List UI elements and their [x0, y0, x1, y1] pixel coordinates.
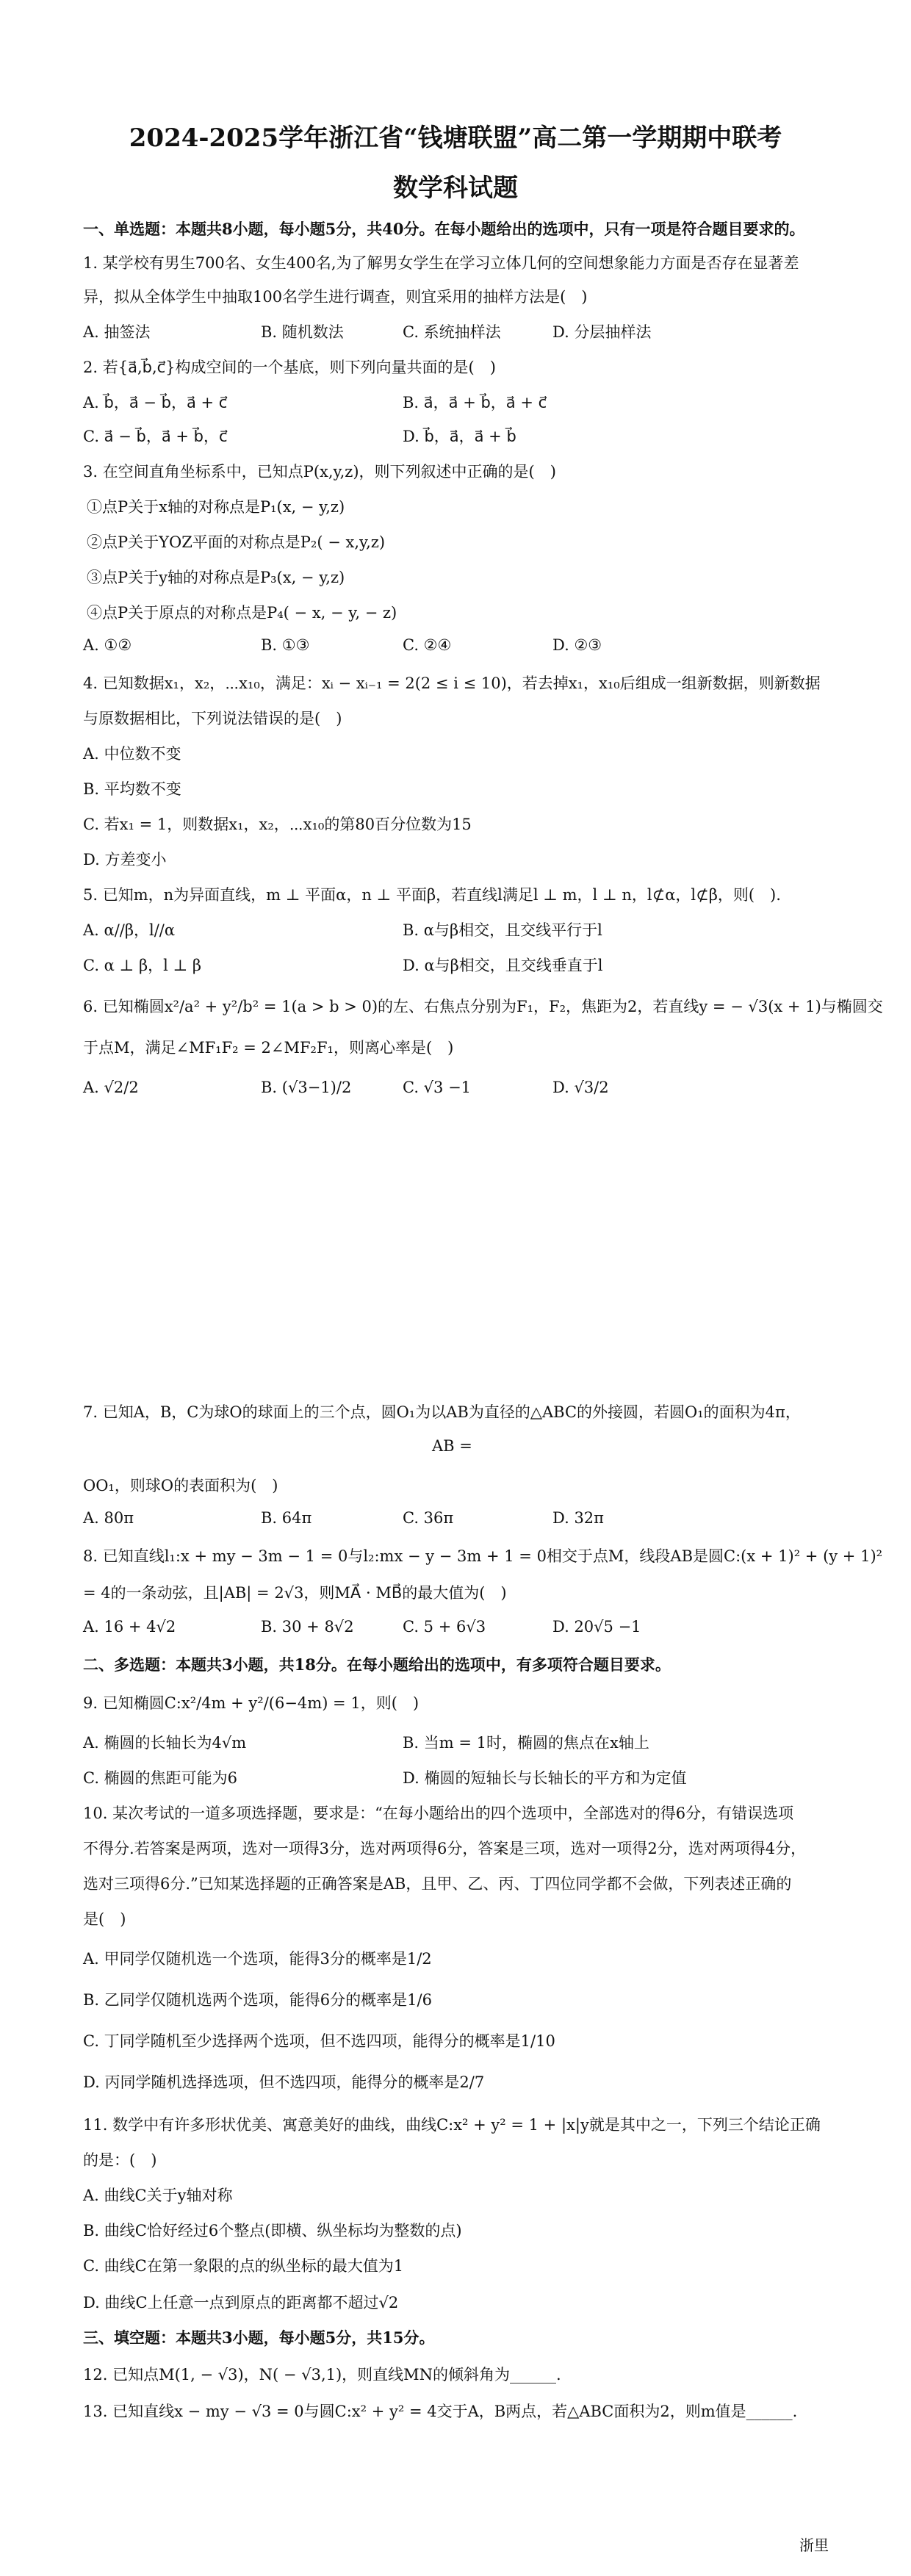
q9-option-c: C. 椭圆的焦距可能为6 [83, 1769, 238, 1787]
exam-subtitle: 数学科试题 [393, 173, 518, 203]
q4-option-a: A. 中位数不变 [83, 745, 181, 763]
q4-line-b: 与原数据相比，下列说法错误的是( ) [83, 710, 342, 727]
q1-option-b: B. 随机数法 [261, 323, 344, 341]
q12-stem: 12. 已知点M(1, − √3)，N( − √3,1)，则直线MN的倾斜角为______. [83, 2366, 561, 2383]
q7-option-d: D. 32π [552, 1509, 604, 1527]
q3-option-a: A. ①② [83, 636, 132, 654]
q5-stem: 5. 已知m，n为异面直线，m ⊥ 平面α，n ⊥ 平面β，若直线l满足l ⊥ m，l ⊥ n，l⊄α，l⊄β，则( ). [83, 886, 781, 904]
q8-option-b: B. 30 + 8√2 [261, 1618, 354, 1636]
q6-option-d: D. √3/2 [552, 1079, 609, 1096]
q13-stem: 13. 已知直线x − my − √3 = 0与圆C:x² + y² = 4交于A，B两点，若△ABC面积为2，则m值是______. [83, 2403, 798, 2420]
section-multi-choice: 二、多选题：本题共3小题，共18分。在每小题给出的选项中，有多项符合题目要求。 [83, 1655, 671, 1674]
q4-option-d: D. 方差变小 [83, 851, 167, 868]
q7-line-c: OO₁，则球O的表面积为( ) [83, 1477, 278, 1494]
q3-statement-2: ②点P关于YOZ平面的对称点是P₂( − x,y,z) [87, 533, 386, 551]
q10-option-c: C. 丁同学随机至少选择两个选项，但不选四项，能得分的概率是1/10 [83, 2032, 555, 2050]
q10-line-b: 不得分.若答案是两项，选对一项得3分，选对两项得6分，答案是三项，选对一项得2分，选对两项得4分， [83, 1840, 807, 1857]
q8-option-d: D. 20√5 −1 [552, 1618, 641, 1636]
q10-option-a: A. 甲同学仅随机选一个选项，能得3分的概率是1/2 [83, 1950, 432, 1968]
q9-option-d: D. 椭圆的短轴长与长轴长的平方和为定值 [403, 1769, 687, 1787]
q9-option-a: A. 椭圆的长轴长为4√m [83, 1734, 247, 1752]
q10-option-b: B. 乙同学仅随机选两个选项，能得6分的概率是1/6 [83, 1991, 432, 2009]
q3-statement-1: ①点P关于x轴的对称点是P₁(x, − y,z) [87, 498, 345, 516]
q6-option-b: B. (√3−1)/2 [261, 1079, 352, 1096]
q3-stem: 3. 在空间直角坐标系中，已知点P(x,y,z)，则下列叙述中正确的是( ) [83, 463, 556, 481]
q6-option-a: A. √2/2 [83, 1079, 139, 1096]
q5-option-d: D. α与β相交，且交线垂直于l [403, 957, 603, 974]
section-single-choice: 一、单选题：本题共8小题，每小题5分，共40分。在每小题给出的选项中，只有一项是符合题目要求的。 [83, 220, 805, 238]
q7-line-a: 7. 已知A，B，C为球O的球面上的三个点，圆O₁为以AB为直径的△ABC的外接圆，若圆O₁的面积为4π， [83, 1403, 801, 1421]
q11-line-b: 的是：( ) [83, 2151, 157, 2169]
exam-title: 2024-2025学年浙江省“钱塘联盟”高二第一学期期中联考 [129, 123, 782, 153]
q6-line-b: 于点M，满足∠MF₁F₂ = 2∠MF₂F₁，则离心率是( ) [83, 1039, 454, 1057]
q10-line-d: 是( ) [83, 1910, 126, 1928]
q3-option-b: B. ①③ [261, 636, 310, 654]
section-fill-blank: 三、填空题：本题共3小题，每小题5分，共15分。 [83, 2328, 435, 2347]
q1-option-c: C. 系统抽样法 [403, 323, 501, 341]
q1-line-a: 1. 某学校有男生700名、女生400名,为了解男女学生在学习立体几何的空间想象能力方面是否存在显著差 [83, 254, 799, 272]
q6-option-c: C. √3 −1 [403, 1079, 472, 1096]
q11-option-a: A. 曲线C关于y轴对称 [83, 2187, 233, 2204]
q5-option-a: A. α//β，l//α [83, 921, 176, 939]
q4-line-a: 4. 已知数据x₁，x₂，⋯x₁₀，满足：xᵢ − xᵢ₋₁ = 2(2 ≤ i ≤ 10)，若去掉x₁，x₁₀后组成一组新数据，则新数据 [83, 674, 821, 692]
q7-option-b: B. 64π [261, 1509, 312, 1527]
q2-option-b: B. a⃗，a⃗ + b⃗，a⃗ + c⃗ [403, 394, 547, 411]
q1-option-a: A. 抽签法 [83, 323, 151, 341]
q5-option-b: B. α与β相交，且交线平行于l [403, 921, 602, 939]
q2-option-c: C. a⃗ − b⃗，a⃗ + b⃗，c⃗ [83, 428, 228, 445]
q2-stem: 2. 若{a⃗,b⃗,c⃗}构成空间的一个基底，则下列向量共面的是( ) [83, 359, 496, 376]
q11-option-c: C. 曲线C在第一象限的点的纵坐标的最大值为1 [83, 2257, 404, 2275]
q7-option-c: C. 36π [403, 1509, 454, 1527]
q8-option-a: A. 16 + 4√2 [83, 1618, 176, 1636]
q10-line-a: 10. 某次考试的一道多项选择题，要求是：“在每小题给出的四个选项中，全部选对的得6分，有错误选项 [83, 1805, 794, 1822]
q2-option-d: D. b⃗，a⃗，a⃗ + b⃗ [403, 428, 516, 445]
q3-statement-4: ④点P关于原点的对称点是P₄( − x, − y, − z) [87, 604, 397, 622]
q11-line-a: 11. 数学中有许多形状优美、寓意美好的曲线，曲线C:x² + y² = 1 + |x|y就是其中之一，下列三个结论正确 [83, 2116, 821, 2134]
q7-line-b: AB = [432, 1437, 472, 1455]
q11-option-d: D. 曲线C上任意一点到原点的距离都不超过√2 [83, 2294, 399, 2311]
footer-watermark: 浙里 [799, 2536, 829, 2554]
q1-option-d: D. 分层抽样法 [552, 323, 652, 341]
q10-option-d: D. 丙同学随机选择选项，但不选四项，能得分的概率是2/7 [83, 2073, 485, 2091]
q9-stem: 9. 已知椭圆C:x²/4m + y²/(6−4m) = 1，则( ) [83, 1694, 420, 1712]
q8-option-c: C. 5 + 6√3 [403, 1618, 486, 1636]
q8-line-b: = 4的一条动弦，且|AB| = 2√3，则MA⃗ · MB⃗的最大值为( ) [83, 1584, 507, 1602]
q4-option-b: B. 平均数不变 [83, 780, 181, 798]
q11-option-b: B. 曲线C恰好经过6个整点(即横、纵坐标均为整数的点) [83, 2222, 462, 2239]
q10-line-c: 选对三项得6分.”已知某选择题的正确答案是AB，且甲、乙、丙、丁四位同学都不会做，下列表述正确的 [83, 1875, 792, 1893]
q7-option-a: A. 80π [83, 1509, 134, 1527]
q1-line-b: 异，拟从全体学生中抽取100名学生进行调查，则宜采用的抽样方法是( ) [83, 288, 588, 306]
q9-option-b: B. 当m = 1时，椭圆的焦点在x轴上 [403, 1734, 649, 1752]
q3-statement-3: ③点P关于y轴的对称点是P₃(x, − y,z) [87, 569, 345, 586]
q2-option-a: A. b⃗，a⃗ − b⃗，a⃗ + c⃗ [83, 394, 228, 411]
q5-option-c: C. α ⊥ β，l ⊥ β [83, 957, 202, 974]
q8-line-a: 8. 已知直线l₁:x + my − 3m − 1 = 0与l₂:mx − y − 3m + 1 = 0相交于点M，线段AB是圆C:(x + 1)² + (y + 1)² [83, 1547, 883, 1565]
q4-option-c: C. 若x₁ = 1，则数据x₁，x₂，⋯x₁₀的第80百分位数为15 [83, 816, 472, 833]
q3-option-d: D. ②③ [552, 636, 602, 654]
q3-option-c: C. ②④ [403, 636, 452, 654]
q6-line-a: 6. 已知椭圆x²/a² + y²/b² = 1(a > b > 0)的左、右焦点分别为F₁，F₂，焦距为2，若直线y = − √3(x + 1)与椭圆交 [83, 998, 883, 1015]
